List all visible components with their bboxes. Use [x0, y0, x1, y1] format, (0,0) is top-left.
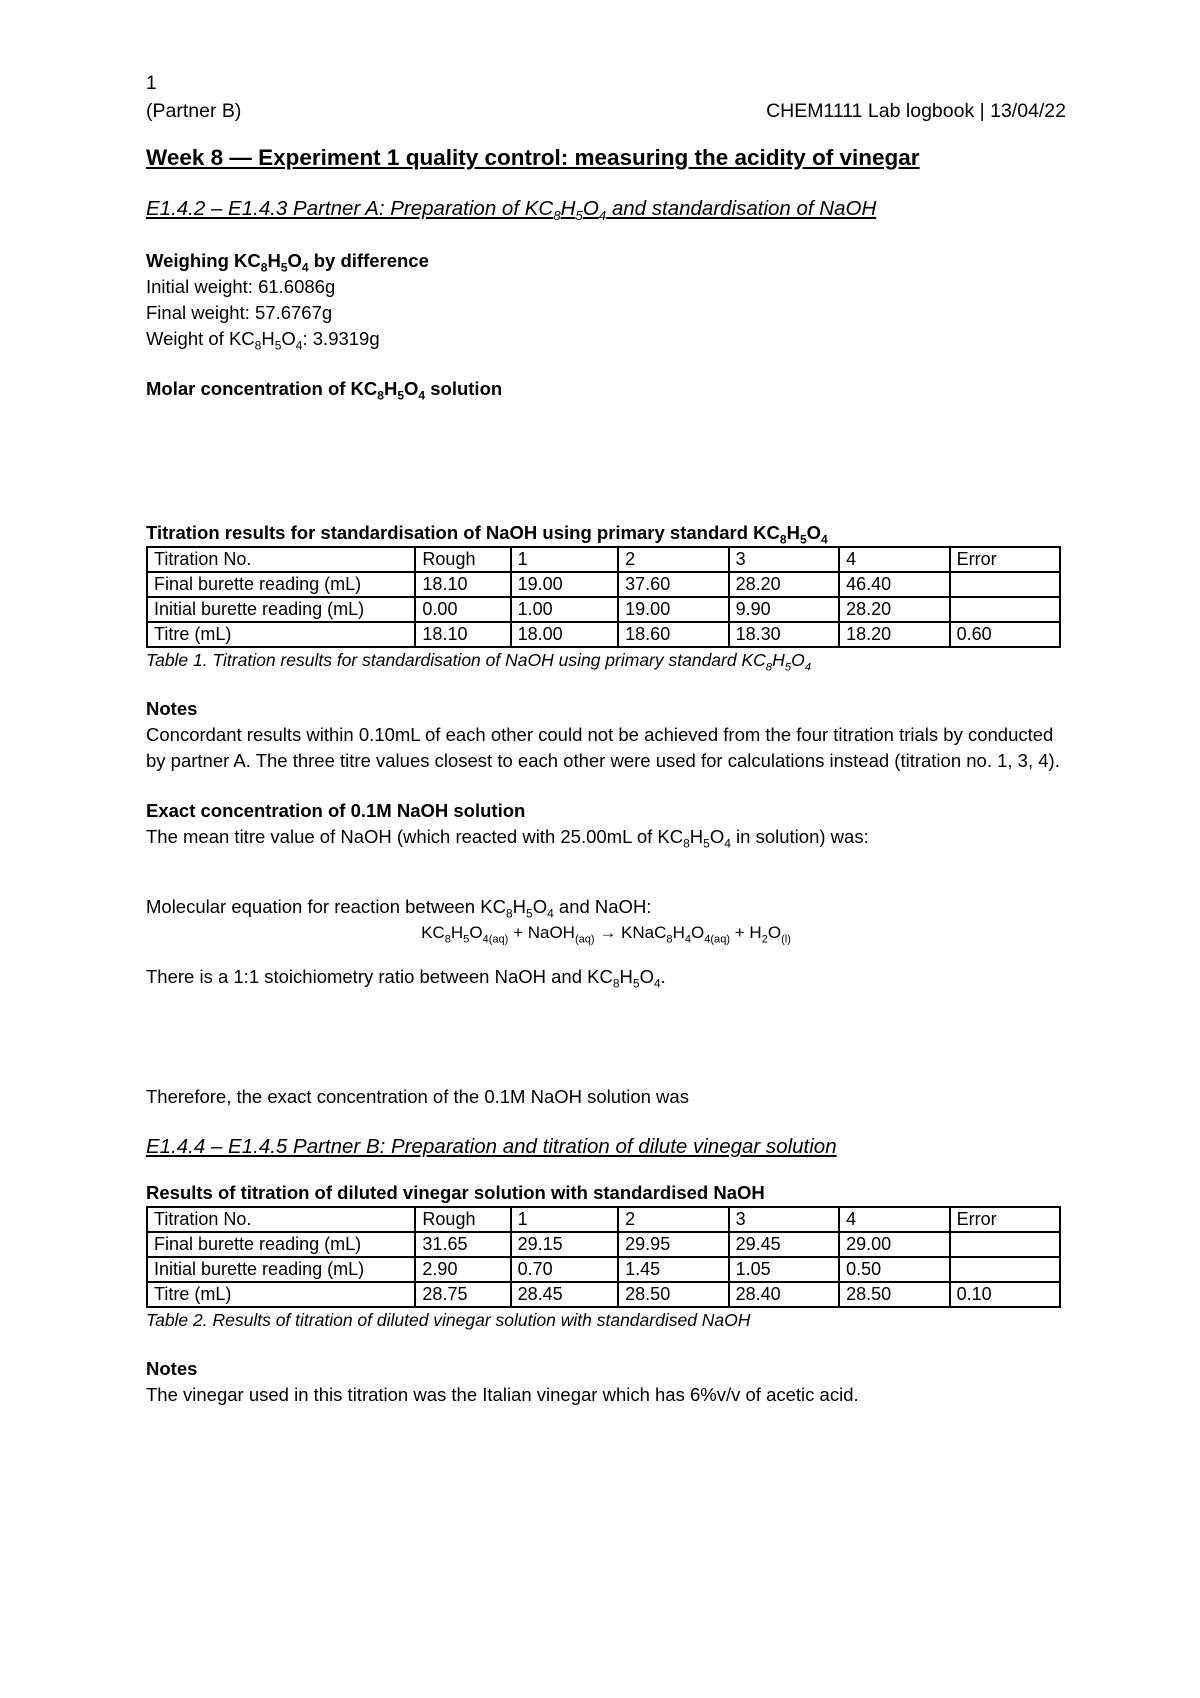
table-cell: 0.70	[511, 1257, 619, 1282]
table-cell: Titre (mL)	[147, 622, 415, 647]
table-cell: Initial burette reading (mL)	[147, 1257, 415, 1282]
molecular-equation-label: Molecular equation for reaction between $KC_8H_5O_4$ and NaOH:	[146, 896, 652, 921]
table-cell: 18.10	[415, 572, 510, 597]
table-cell: 28.20	[729, 572, 839, 597]
table-cell: Error	[950, 1207, 1060, 1232]
notes-label-b: Notes	[146, 1358, 198, 1379]
notes-text-a: Concordant results within 0.10mL of each other could not be achieved from the four titration trials by conducted by partner A. The three titre values closest to each other were used for calculations instead (titration no. 1, 3, 4).	[146, 724, 1060, 771]
table-cell: 18.00	[511, 622, 619, 647]
table-cell: 29.15	[511, 1232, 619, 1257]
table-row	[147, 1232, 1060, 1257]
table-cell	[950, 597, 1060, 622]
table-row	[147, 622, 1060, 647]
table-cell: 19.00	[618, 597, 728, 622]
table-cell: 1.05	[729, 1257, 839, 1282]
table-cell: 29.95	[618, 1232, 728, 1257]
table-header-row	[147, 547, 1060, 572]
table-cell: 28.40	[729, 1282, 839, 1307]
table-cell: 0.60	[950, 622, 1060, 647]
table-cell: Rough	[415, 1207, 510, 1232]
table-cell: 0.50	[839, 1257, 949, 1282]
section-b-heading: E1.4.4 – E1.4.5 Partner B: Preparation and titration of dilute vinegar solution	[146, 1135, 837, 1158]
table-cell: 1	[511, 1207, 619, 1232]
table1-heading: Titration results for standardisation of NaOH using primary standard $KC_8H_5O_4$	[146, 522, 828, 547]
table-cell	[950, 572, 1060, 597]
page-header	[146, 96, 1066, 126]
notes-text-b: The vinegar used in this titration was the Italian vinegar which has 6%v/v of acetic acid.	[146, 1384, 859, 1405]
table-cell: 37.60	[618, 572, 728, 597]
final-weight: Final weight: 57.6767g	[146, 302, 333, 323]
table-cell: 28.50	[618, 1282, 728, 1307]
table-cell: 4	[839, 547, 949, 572]
page-title: Week 8 — Experiment 1 quality control: measuring the acidity of vinegar	[146, 145, 920, 170]
table-cell: 18.30	[729, 622, 839, 647]
table-cell: 18.10	[415, 622, 510, 647]
table-cell: 3	[729, 1207, 839, 1232]
table-cell: 1	[511, 547, 619, 572]
table-cell: Final burette reading (mL)	[147, 1232, 415, 1257]
molar-concentration-heading: Molar concentration of $KC_8H_5O_4$ solution	[146, 378, 503, 403]
table-cell: 18.60	[618, 622, 728, 647]
section-a-heading: E1.4.2 – E1.4.3 Partner A: Preparation of $KC_8H_5O_4$ and standardisation of NaOH	[146, 197, 877, 224]
table-cell: Final burette reading (mL)	[147, 572, 415, 597]
table-row	[147, 1257, 1060, 1282]
titration-table-2	[146, 1206, 1061, 1308]
table-cell: 19.00	[511, 572, 619, 597]
table-cell: 0.00	[415, 597, 510, 622]
therefore-text: Therefore, the exact concentration of the 0.1M NaOH solution was	[146, 1086, 689, 1107]
table-cell: 28.50	[839, 1282, 949, 1307]
titration-table-1	[146, 546, 1061, 648]
partner-label: (Partner B)	[146, 100, 242, 122]
table-cell: 29.00	[839, 1232, 949, 1257]
course-label: CHEM1111 Lab logbook | 13/04/22	[766, 100, 1066, 122]
table-row	[147, 1282, 1060, 1307]
table-cell: 2	[618, 1207, 728, 1232]
mean-titre-text: The mean titre value of NaOH (which reacted with 25.00mL of $KC_8H_5O_4$ in solution) was:	[146, 826, 869, 851]
table-cell: Titration No.	[147, 547, 415, 572]
notes-label-a: Notes	[146, 698, 198, 719]
table-cell: Titration No.	[147, 1207, 415, 1232]
table-cell: 1.45	[618, 1257, 728, 1282]
table-cell: 1.00	[511, 597, 619, 622]
exact-concentration-heading: Exact concentration of 0.1M NaOH solution	[146, 800, 526, 821]
table-cell: Initial burette reading (mL)	[147, 597, 415, 622]
table2-heading: Results of titration of diluted vinegar solution with standardised NaOH	[146, 1182, 765, 1203]
table-cell: 46.40	[839, 572, 949, 597]
page-number: 1	[146, 73, 157, 94]
table-cell: 9.90	[729, 597, 839, 622]
table-cell: Error	[950, 547, 1060, 572]
table-cell: 4	[839, 1207, 949, 1232]
table-cell: 2	[618, 547, 728, 572]
table-cell: 31.65	[415, 1232, 510, 1257]
stoichiometry-text: There is a 1:1 stoichiometry ratio between NaOH and $KC_8H_5O_4$.	[146, 966, 666, 991]
initial-weight: Initial weight: 61.6086g	[146, 276, 336, 297]
table-cell: Titre (mL)	[147, 1282, 415, 1307]
table-cell: 3	[729, 547, 839, 572]
table-cell: 18.20	[839, 622, 949, 647]
table-cell: 28.20	[839, 597, 949, 622]
table-cell	[950, 1257, 1060, 1282]
table-row	[147, 572, 1060, 597]
table-cell	[950, 1232, 1060, 1257]
table-cell: Rough	[415, 547, 510, 572]
table2-caption: Table 2. Results of titration of diluted vinegar solution with standardised NaOH	[146, 1310, 751, 1330]
weighing-heading: Weighing $KC_8H_5O_4$ by difference	[146, 250, 429, 275]
table1-caption: Table 1. Titration results for standardisation of NaOH using primary standard $KC_8H_5O_4$	[146, 650, 812, 674]
chemical-equation: $KC_8H_5O_{4(aq)}$ + NaOH$_{(aq)}$ → $KNaC_8H_4O_{4(aq)} + H_2O_{(l)}$	[421, 923, 791, 946]
weight-difference: Weight of $KC_8H_5O_4$: 3.9319g	[146, 328, 380, 353]
table-cell: 0.10	[950, 1282, 1060, 1307]
table-cell: 2.90	[415, 1257, 510, 1282]
table-cell: 28.75	[415, 1282, 510, 1307]
table-row	[147, 597, 1060, 622]
table-cell: 29.45	[729, 1232, 839, 1257]
document-page	[146, 72, 1066, 1408]
table-cell: 28.45	[511, 1282, 619, 1307]
table-header-row	[147, 1207, 1060, 1232]
